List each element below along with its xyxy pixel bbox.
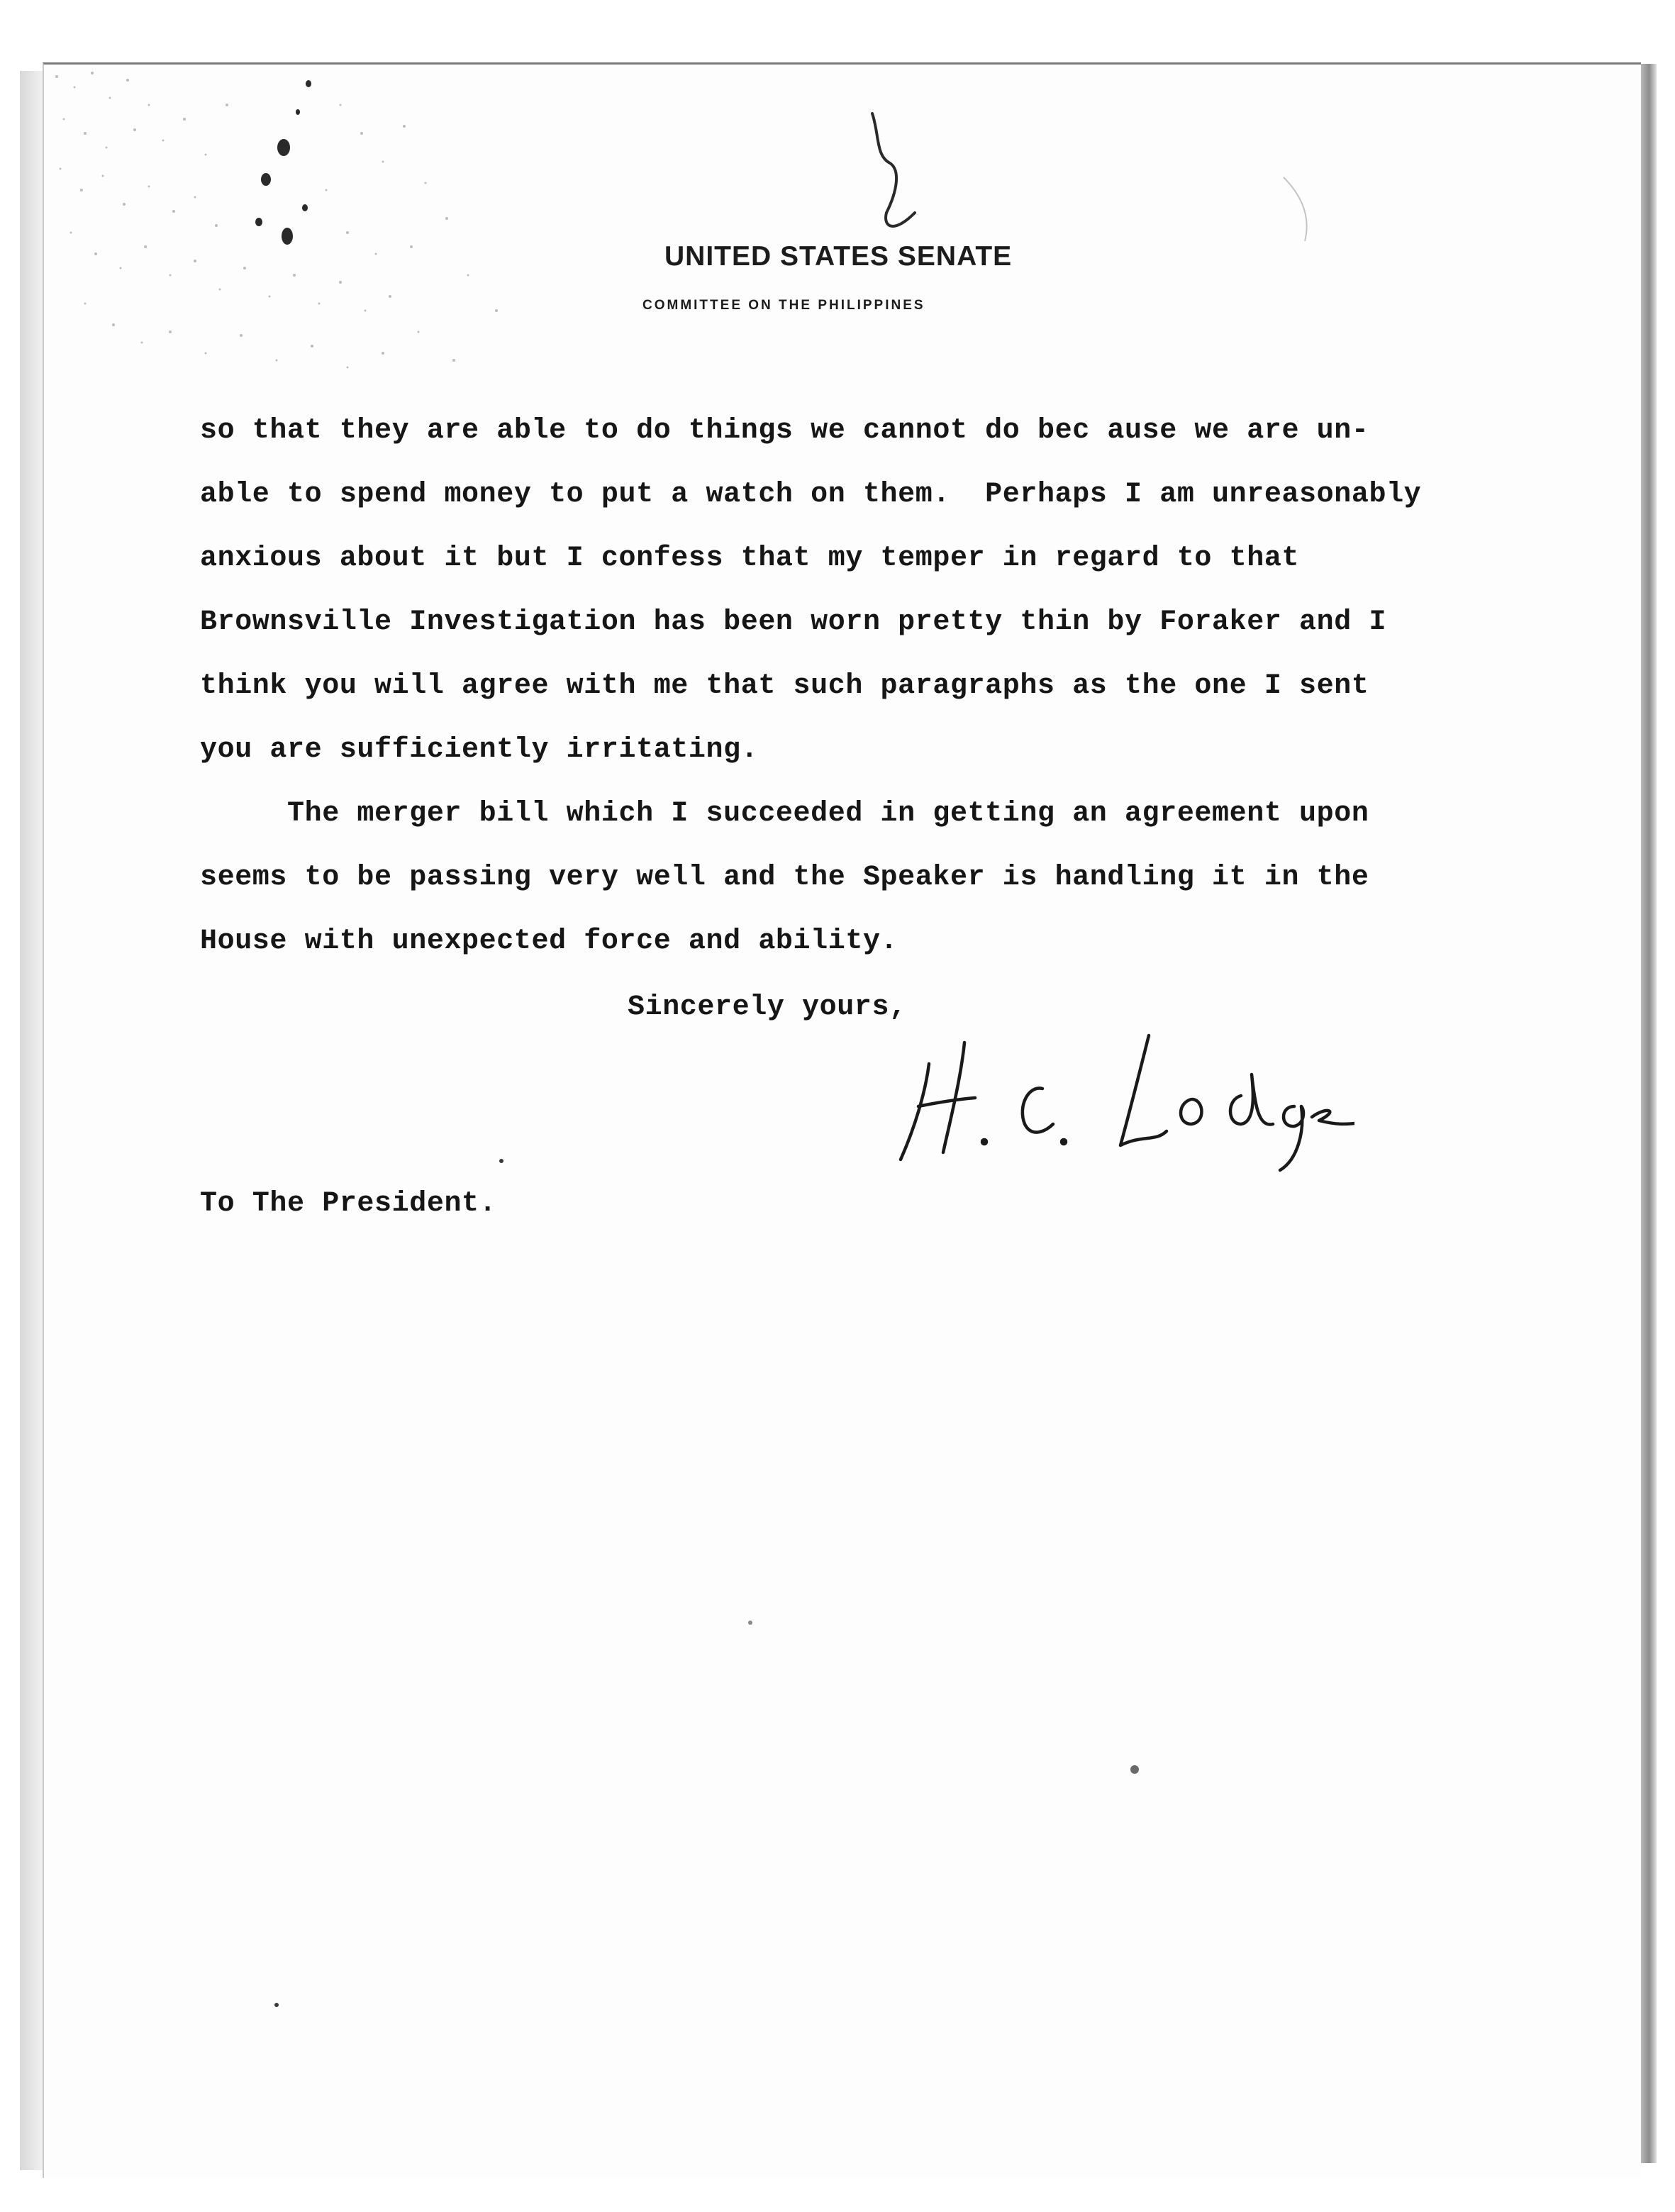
dust-speck [745, 1617, 756, 1628]
signature [886, 1007, 1354, 1177]
body-line: able to spend money to put a watch on them. Perhaps I am unreasonably [200, 479, 1422, 511]
dust-speck [272, 2000, 282, 2010]
addressee: To The President. [200, 1188, 497, 1220]
body-line: House with unexpected force and ability. [200, 926, 898, 957]
body-line: anxious about it but I confess that my temper in regard to that [200, 543, 1300, 574]
pen-mark [858, 106, 943, 277]
dust-speck [496, 1156, 506, 1166]
body-line: The merger bill which I succeeded in getting an agreement upon [200, 798, 1369, 830]
body-line: so that they are able to do things we cannot do bec ause we are un- [200, 415, 1369, 447]
body-line: think you will agree with me that such paragraphs as the one I sent [200, 670, 1369, 702]
pencil-mark [1276, 170, 1333, 255]
dust-speck [1124, 1759, 1145, 1780]
letterhead-organization: UNITED STATES SENATE [664, 241, 1013, 272]
closing: Sincerely yours, [628, 991, 907, 1023]
letterhead-committee: COMMITTEE ON THE PHILIPPINES [642, 298, 925, 313]
body-line: Brownsville Investigation has been worn pretty thin by Foraker and I [200, 606, 1387, 638]
body-line: you are sufficiently irritating. [200, 734, 759, 766]
page-left-shadow [20, 71, 45, 2170]
body-line: seems to be passing very well and the Speaker is handling it in the [200, 862, 1369, 894]
speckle-stain [43, 62, 539, 396]
